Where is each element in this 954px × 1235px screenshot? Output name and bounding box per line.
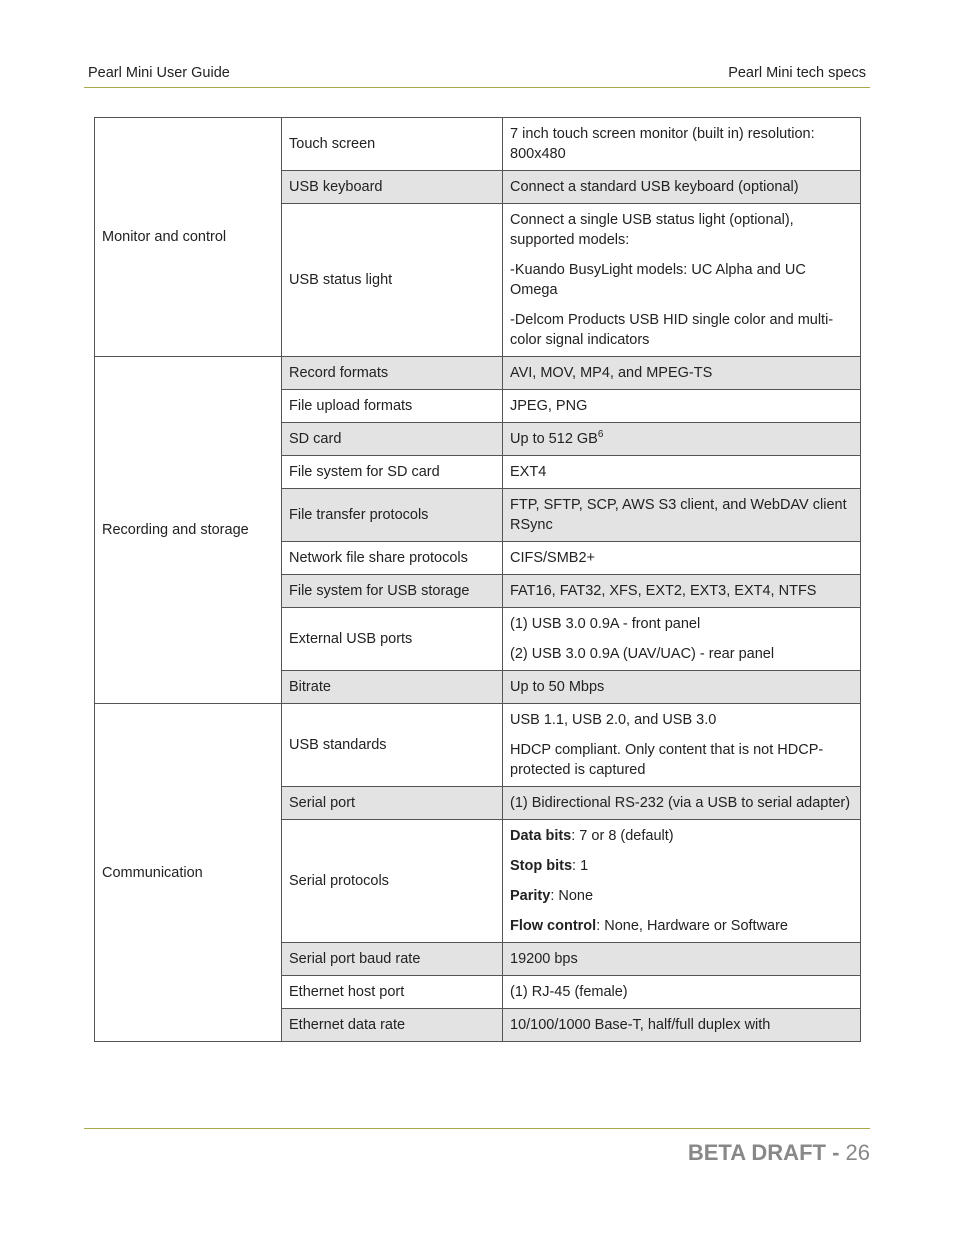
- spec-value-line: [510, 826, 853, 846]
- tech-specs-body: [95, 118, 861, 1042]
- spec-param-label: Flow control: [510, 918, 597, 934]
- spec-value: [503, 787, 861, 820]
- spec-value: [503, 575, 861, 608]
- table-row: [95, 118, 861, 171]
- spec-value-line: [510, 495, 853, 535]
- header-document-title: Pearl Mini User Guide: [88, 65, 230, 81]
- spec-name: Serial port: [282, 787, 503, 820]
- spec-value-text: (1) Bidirectional RS-232 (via a USB to serial adapter): [510, 795, 851, 811]
- spec-value-text: JPEG, PNG: [510, 398, 588, 414]
- footer-page-number: 26: [845, 1140, 870, 1165]
- spec-value-text: FTP, SFTP, SCP, AWS S3 client, and WebDAV client RSync: [510, 497, 847, 533]
- spec-param-value: : None, Hardware or Software: [596, 918, 788, 934]
- spec-value-text: HDCP compliant. Only content that is not HDCP-protected is captured: [510, 742, 824, 778]
- spec-name: Touch screen: [282, 118, 503, 171]
- spec-name: SD card: [282, 423, 503, 456]
- footer-draft-label: BETA DRAFT -: [687, 1140, 846, 1165]
- spec-value-line: [510, 260, 853, 300]
- spec-value-text: 10/100/1000 Base-T, half/full duplex with: [510, 1017, 771, 1033]
- spec-value-line: [510, 581, 853, 601]
- spec-value: [503, 204, 861, 357]
- spec-name: File system for USB storage: [282, 575, 503, 608]
- spec-value-line: [510, 710, 853, 730]
- spec-value-text: -Delcom Products USB HID single color and multi-color signal indicators: [510, 312, 834, 348]
- spec-value: [503, 118, 861, 171]
- spec-value-text: -Kuando BusyLight models: UC Alpha and UC Omega: [510, 262, 806, 298]
- spec-value-line: [510, 310, 853, 350]
- spec-group-label: Communication: [95, 704, 282, 1042]
- spec-name: Record formats: [282, 357, 503, 390]
- spec-value: [503, 704, 861, 787]
- spec-name: Serial port baud rate: [282, 943, 503, 976]
- page-header: [84, 63, 870, 88]
- spec-value: [503, 820, 861, 943]
- spec-value-text: FAT16, FAT32, XFS, EXT2, EXT3, EXT4, NTFS: [510, 583, 817, 599]
- spec-name: Serial protocols: [282, 820, 503, 943]
- spec-value: [503, 423, 861, 456]
- table-row: [95, 357, 861, 390]
- table-row: [95, 704, 861, 787]
- spec-name: Ethernet data rate: [282, 1009, 503, 1042]
- spec-value-text: (1) RJ-45 (female): [510, 984, 628, 1000]
- spec-value-line: [510, 548, 853, 568]
- spec-value-text: (1) USB 3.0 0.9A - front panel: [510, 616, 701, 632]
- spec-value-text: (2) USB 3.0 0.9A (UAV/UAC) - rear panel: [510, 646, 775, 662]
- spec-value-line: [510, 396, 853, 416]
- spec-group-label: Monitor and control: [95, 118, 282, 357]
- spec-value-line: [510, 793, 853, 813]
- spec-value-line: [510, 177, 853, 197]
- spec-value: [503, 542, 861, 575]
- spec-value-line: [510, 1015, 853, 1035]
- footnote-marker[interactable]: 6: [597, 429, 604, 441]
- spec-value: [503, 671, 861, 704]
- spec-value-text: EXT4: [510, 464, 547, 480]
- tech-specs-table: [94, 117, 861, 1042]
- spec-name: External USB ports: [282, 608, 503, 671]
- spec-value-text: AVI, MOV, MP4, and MPEG-TS: [510, 365, 713, 381]
- spec-name: USB status light: [282, 204, 503, 357]
- spec-value-text: 7 inch touch screen monitor (built in) resolution: 800x480: [510, 126, 815, 162]
- spec-value-line: [510, 982, 853, 1002]
- spec-value-line: [510, 614, 853, 634]
- spec-value-text: Connect a standard USB keyboard (optional): [510, 179, 799, 195]
- spec-value-line: [510, 886, 853, 906]
- spec-param-label: Stop bits: [510, 858, 573, 874]
- footer-divider: [84, 1128, 870, 1129]
- spec-value-line: [510, 916, 853, 936]
- spec-value-line: [510, 429, 853, 449]
- spec-value: [503, 976, 861, 1009]
- spec-value: [503, 390, 861, 423]
- spec-value: [503, 171, 861, 204]
- spec-value-text: CIFS/SMB2+: [510, 550, 596, 566]
- spec-value-text: Up to 50 Mbps: [510, 679, 605, 695]
- header-section-title: Pearl Mini tech specs: [728, 65, 866, 81]
- spec-name: USB standards: [282, 704, 503, 787]
- spec-value-line: [510, 363, 853, 383]
- spec-name: USB keyboard: [282, 171, 503, 204]
- spec-value-line: [510, 949, 853, 969]
- spec-value-line: [510, 644, 853, 664]
- spec-name: File transfer protocols: [282, 489, 503, 542]
- spec-value: [503, 1009, 861, 1042]
- page-footer: [688, 1140, 870, 1166]
- spec-value: [503, 456, 861, 489]
- spec-value-line: [510, 677, 853, 697]
- spec-value-line: [510, 124, 853, 164]
- spec-group-label: Recording and storage: [95, 357, 282, 704]
- spec-param-value: : 7 or 8 (default): [571, 828, 674, 844]
- spec-value-text: Connect a single USB status light (optional), supported models:: [510, 212, 794, 248]
- spec-value: [503, 489, 861, 542]
- spec-name: File upload formats: [282, 390, 503, 423]
- spec-name: Ethernet host port: [282, 976, 503, 1009]
- spec-value-text: Up to 512 GB: [510, 431, 598, 447]
- spec-value-line: [510, 462, 853, 482]
- spec-name: Bitrate: [282, 671, 503, 704]
- spec-name: Network file share protocols: [282, 542, 503, 575]
- spec-value-line: [510, 856, 853, 876]
- spec-value-text: 19200 bps: [510, 951, 578, 967]
- spec-value: [503, 608, 861, 671]
- spec-value-text: USB 1.1, USB 2.0, and USB 3.0: [510, 712, 717, 728]
- spec-value: [503, 357, 861, 390]
- spec-param-label: Parity: [510, 888, 551, 904]
- spec-param-value: : None: [550, 888, 594, 904]
- spec-param-value: : 1: [572, 858, 589, 874]
- spec-param-label: Data bits: [510, 828, 572, 844]
- spec-value-line: [510, 210, 853, 250]
- spec-value-line: [510, 740, 853, 780]
- spec-name: File system for SD card: [282, 456, 503, 489]
- spec-value: [503, 943, 861, 976]
